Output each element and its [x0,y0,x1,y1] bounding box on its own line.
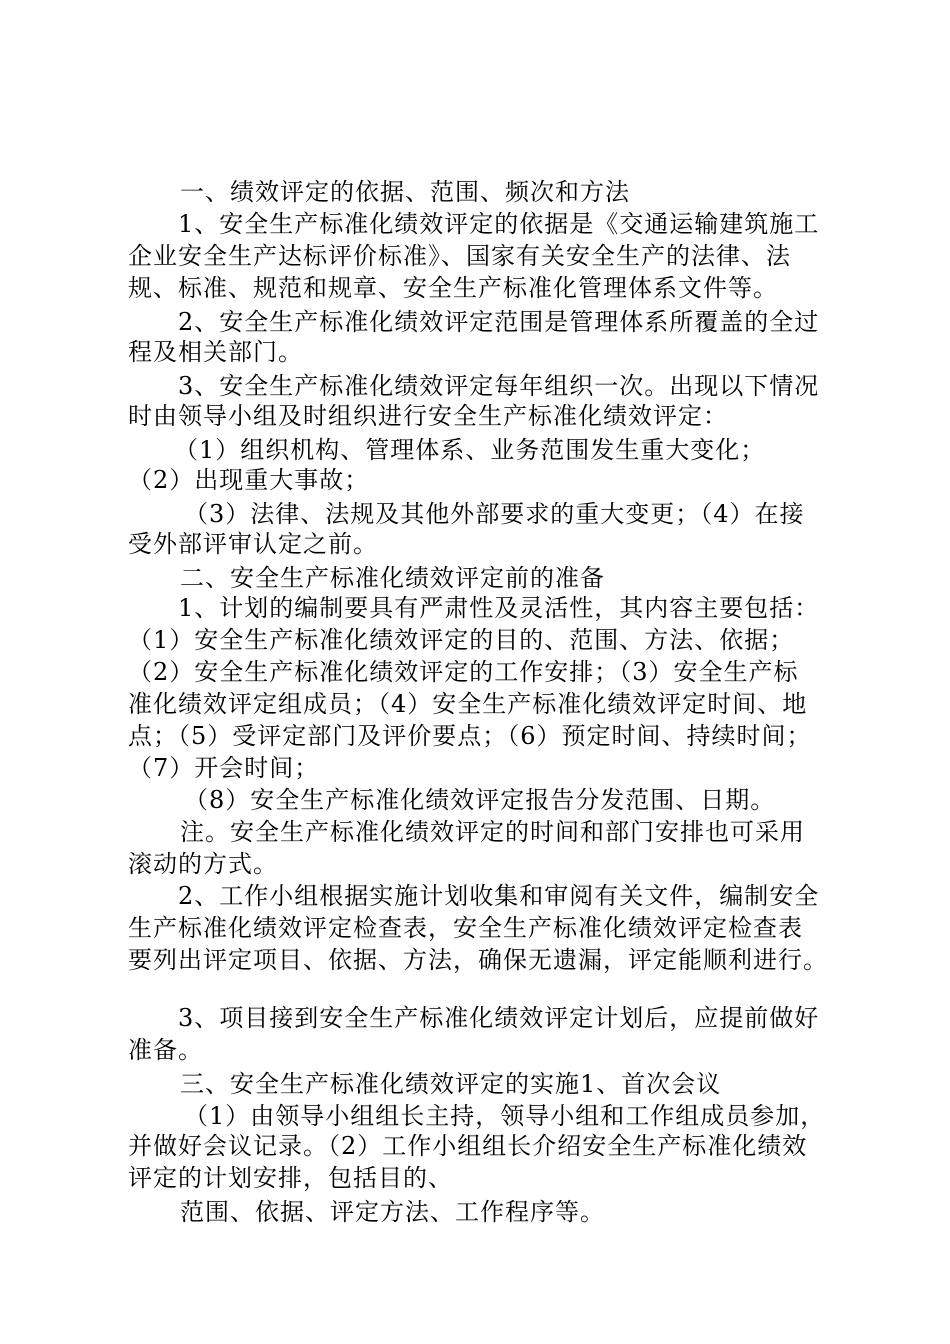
list-item: （2）安全生产标准化绩效评定的工作安排；（3）安全生产标 [128,658,799,686]
section-heading-2: 二、安全生产标准化绩效评定前的准备 [180,564,605,592]
paragraph-line: 生产标准化绩效评定检查表，安全生产标准化绩效评定检查表 [128,914,803,942]
paragraph-line: 要列出评定项目、依据、方法，确保无遗漏，评定能顺利进行。 [128,946,828,974]
list-item: （1）安全生产标准化绩效评定的目的、范围、方法、依据； [128,626,795,654]
paragraph-line: 准备。 [128,1036,203,1064]
list-item: 范围、依据、评定方法、工作程序等。 [180,1198,605,1226]
list-item: （3）法律、法规及其他外部要求的重大变更；（4）在接 [184,500,805,528]
section-heading-1: 一、绩效评定的依据、范围、频次和方法 [180,178,630,206]
paragraph-line: 企业安全生产达标评价标准》、国家有关安全生产的法律、法 [128,242,791,270]
list-item: （7）开会时间； [128,754,320,782]
list-item: 评定的计划安排，包括目的、 [128,1164,453,1192]
list-item: （2）出现重大事故； [128,466,370,494]
paragraph-line: 时由领导小组及时组织进行安全生产标准化绩效评定： [128,402,728,430]
section-heading-3: 三、安全生产标准化绩效评定的实施1、首次会议 [180,1070,722,1098]
list-item: （8）安全生产标准化绩效评定报告分发范围、日期。 [184,786,776,814]
note-line: 注。安全生产标准化绩效评定的时间和部门安排也可采用 [180,818,805,846]
paragraph-line: 2、安全生产标准化绩效评定范围是管理体系所覆盖的全过 [178,308,820,336]
note-line: 滚动的方式。 [128,850,278,878]
list-item: 准化绩效评定组成员；（4）安全生产标准化绩效评定时间、地 [128,690,808,718]
paragraph-line: 规、标准、规范和规章、安全生产标准化管理体系文件等。 [128,274,778,302]
list-item: 点；（5）受评定部门及评价要点；（6）预定时间、持续时间； [128,722,812,750]
paragraph-line: 1、安全生产标准化绩效评定的依据是《交通运输建筑施工 [178,210,820,238]
list-item: 并做好会议记录。（2）工作小组组长介绍安全生产标准化绩效 [128,1132,808,1160]
paragraph-line: 3、安全生产标准化绩效评定每年组织一次。出现以下情况 [178,372,820,400]
list-item: 受外部评审认定之前。 [128,530,378,558]
list-item: （1）由领导小组组长主持，领导小组和工作组成员参加， [184,1102,826,1130]
list-item: （1）组织机构、管理体系、业务范围发生重大变化； [174,436,766,464]
paragraph-line: 2、工作小组根据实施计划收集和审阅有关文件，编制安全 [178,882,820,910]
paragraph-line: 程及相关部门。 [128,338,303,366]
paragraph-line: 1、计划的编制要具有严肃性及灵活性，其内容主要包括： [178,594,820,622]
paragraph-line: 3、项目接到安全生产标准化绩效评定计划后，应提前做好 [178,1004,820,1032]
